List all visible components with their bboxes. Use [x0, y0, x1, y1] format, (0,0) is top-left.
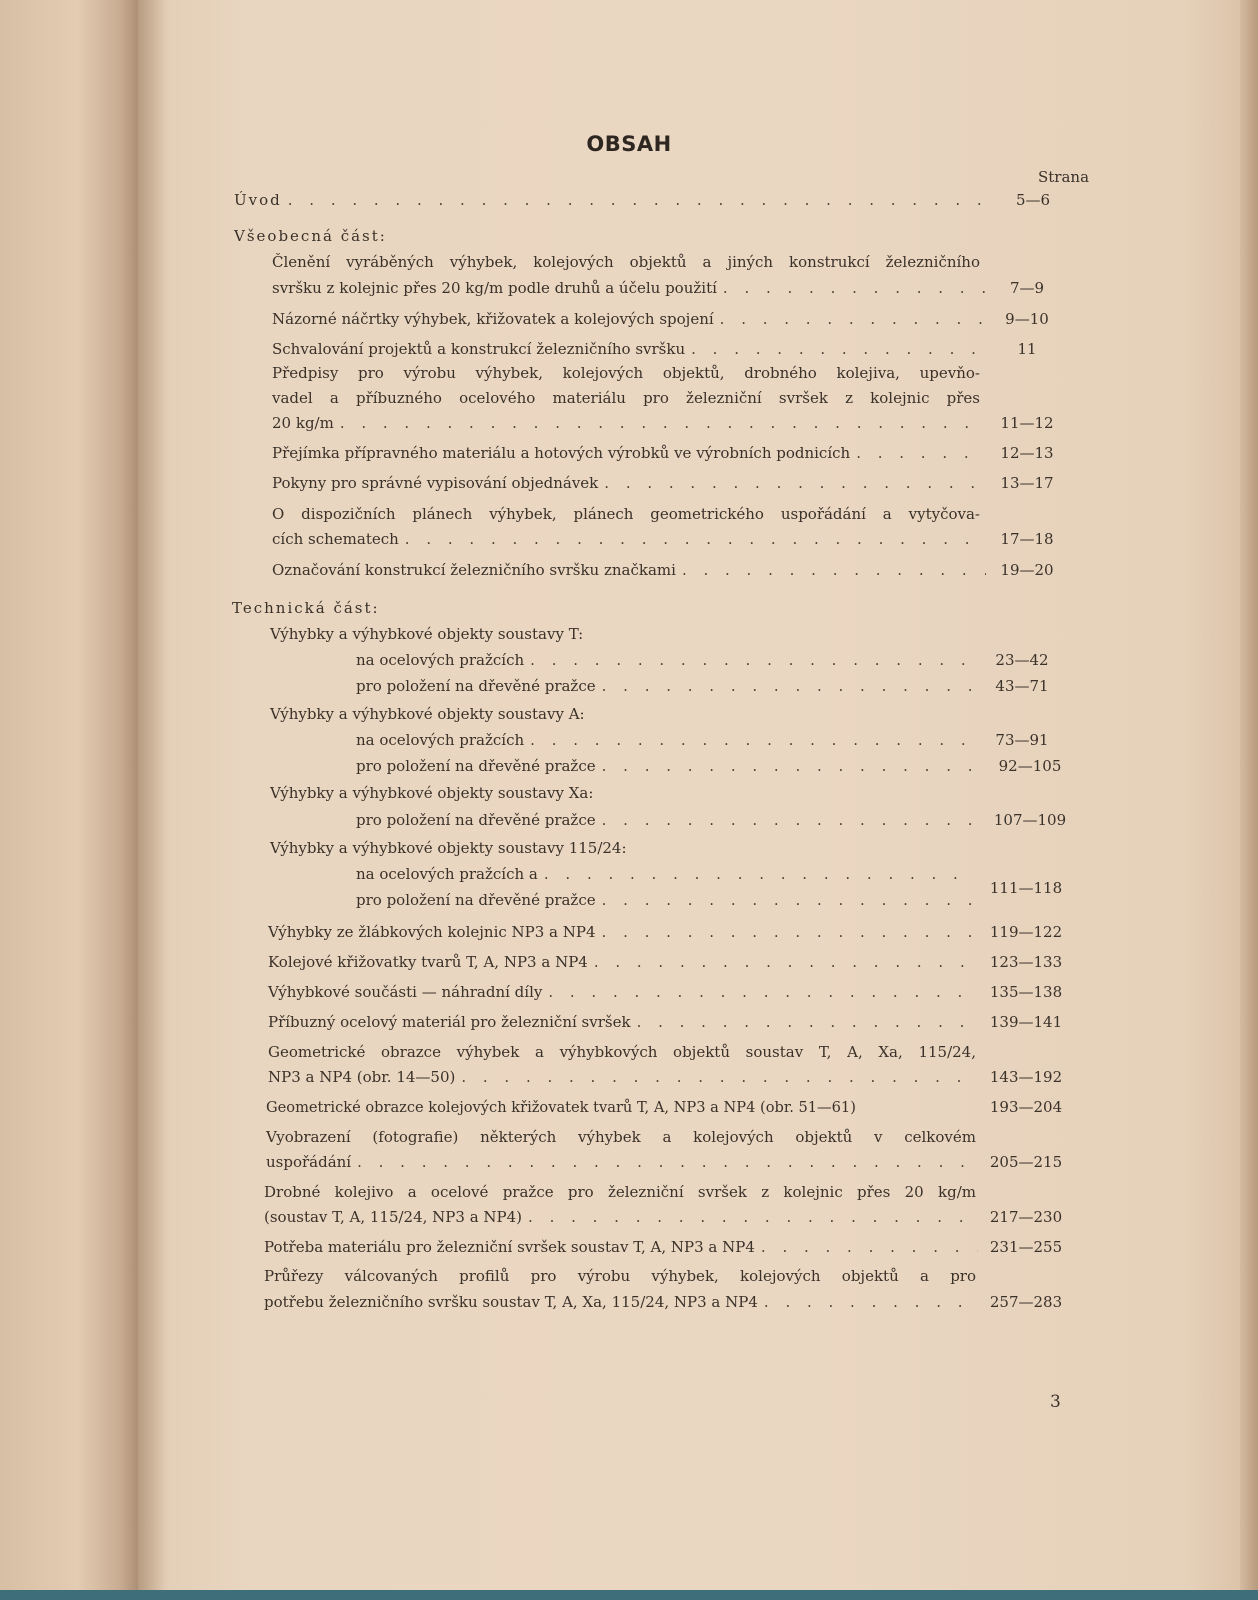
- toc-entry-label: Označování konstrukcí železničního svršku značkami: [272, 561, 676, 579]
- leader-dots: [405, 527, 986, 552]
- toc-entry: [272, 411, 1062, 436]
- leader-dots: [723, 276, 986, 301]
- toc-entry-pages: 193—204: [989, 1098, 1063, 1116]
- toc-entry-pages: 5—6: [1015, 191, 1051, 209]
- toc-entry-pages: 217—230: [989, 1208, 1063, 1226]
- toc-entry-label: Přejímka přípravného materiálu a hotových výrobků ve výrobních podnicích: [272, 444, 851, 462]
- toc-entry-label: Názorné náčrtky výhybek, křižovatek a kolejových spojení: [272, 310, 714, 328]
- toc-entry-line: Drobné kolejivo a ocelové pražce pro železniční svršek z kolejnic přes 20 kg/m: [264, 1183, 976, 1201]
- toc-entry: [356, 808, 1072, 833]
- toc-entry-pages: 19—20: [1000, 561, 1054, 579]
- toc-group-label: Výhybky a výhybkové objekty soustavy 115/24:: [270, 839, 627, 857]
- toc-entry-label: pro položení na dřevěné pražce: [356, 677, 596, 695]
- toc-entry-label: uspořádání: [266, 1153, 352, 1171]
- toc-entry-line: Členění vyráběných výhybek, kolejových objektů a jiných konstrukcí železničního: [272, 253, 980, 271]
- toc-entry-pages: 205—215: [989, 1153, 1063, 1171]
- toc-entry: [272, 307, 1062, 332]
- toc-entry: [272, 276, 1062, 301]
- toc-entry-label: potřebu železničního svršku soustav T, A, Xa, 115/24, NP3 a NP4: [264, 1293, 758, 1311]
- leader-dots: [602, 888, 974, 913]
- toc-entry-label: NP3 a NP4 (obr. 14—50): [268, 1068, 456, 1086]
- toc-entry-label: na ocelových pražcích a: [356, 865, 538, 883]
- leader-dots: [530, 648, 978, 673]
- section-heading: Technická část:: [232, 599, 380, 617]
- toc-entry-pages: 7—9: [1009, 279, 1045, 297]
- toc-entry-line: Průřezy válcovaných profilů pro výrobu výhybek, kolejových objektů a pro: [264, 1267, 976, 1285]
- leader-dots: [602, 674, 978, 699]
- toc-entry-label: pro položení na dřevěné pražce: [356, 891, 596, 909]
- toc-entry-pages: 139—141: [989, 1013, 1063, 1031]
- toc-entry-label: Úvod: [234, 191, 282, 209]
- section-heading: Všeobecná část:: [234, 227, 387, 245]
- toc-entry-line: vadel a příbuzného ocelového materiálu pro železniční svršek z kolejnic přes: [272, 389, 980, 407]
- toc-entry: [272, 441, 1062, 466]
- leader-dots: [357, 1150, 978, 1175]
- leader-dots: [288, 188, 992, 213]
- toc-entry-pages: 119—122: [989, 923, 1063, 941]
- gutter-shadow: [138, 0, 166, 1600]
- leader-dots: [602, 920, 978, 945]
- leader-dots: [761, 1235, 978, 1260]
- toc-entry-pages: 143—192: [989, 1068, 1063, 1086]
- toc-entry-pages: 11: [1017, 340, 1037, 358]
- toc-entry-pages: 107—109: [993, 811, 1067, 829]
- toc-entry-label: pro položení na dřevěné pražce: [356, 757, 596, 775]
- toc-entry-pages: 111—118: [989, 879, 1063, 897]
- leader-dots: [602, 754, 982, 779]
- toc-entry: [356, 728, 1060, 753]
- leader-dots: [461, 1065, 978, 1090]
- toc-entry-pages: 231—255: [989, 1238, 1063, 1256]
- toc-entry-label: Výhybkové součásti — náhradní díly: [268, 983, 543, 1001]
- leader-dots: [544, 862, 974, 887]
- toc-entry-label: Potřeba materiálu pro železniční svršek soustav T, A, NP3 a NP4: [264, 1238, 755, 1256]
- toc-entry-label: svršku z kolejnic přes 20 kg/m podle druhů a účelu použití: [272, 279, 717, 297]
- toc-entry: [356, 648, 1060, 673]
- leader-dots: [548, 980, 978, 1005]
- toc-entry-pages: 13—17: [1000, 474, 1054, 492]
- toc-entry-label: na ocelových pražcích: [356, 731, 525, 749]
- toc-entry-pages: 23—42: [995, 651, 1049, 669]
- toc-entry-label: Kolejové křižovatky tvarů T, A, NP3 a NP4: [268, 953, 588, 971]
- toc-entry-label: Příbuzný ocelový materiál pro železniční svršek: [268, 1013, 631, 1031]
- page-number: 3: [1050, 1392, 1061, 1412]
- toc-entry-label: Geometrické obrazce kolejových křižovatek tvarů T, A, NP3 a NP4 (obr. 51—61): [266, 1099, 856, 1116]
- leader-dots: [637, 1010, 978, 1035]
- toc-entry-pages: 123—133: [989, 953, 1063, 971]
- toc-entry: [264, 1235, 1068, 1260]
- toc-entry-line: Vyobrazení (fotografie) některých výhybek a kolejových objektů v celkovém: [266, 1128, 976, 1146]
- toc-group-label: Výhybky a výhybkové objekty soustavy T:: [270, 625, 584, 643]
- toc-entry-label: 20 kg/m: [272, 414, 334, 432]
- toc-group-label: Výhybky a výhybkové objekty soustavy A:: [270, 705, 585, 723]
- toc-entry-label: cích schematech: [272, 530, 399, 548]
- toc-entry: [356, 862, 980, 887]
- toc-entry-pages: 12—13: [1000, 444, 1054, 462]
- toc-entry: [272, 471, 1062, 496]
- toc-entry: [268, 1065, 1068, 1090]
- toc-entry: [272, 337, 1062, 362]
- page-edge: [1240, 0, 1258, 1600]
- toc-entry: [268, 1010, 1068, 1035]
- leader-dots: [528, 1205, 978, 1230]
- toc-entry-label: Schvalování projektů a konstrukcí železničního svršku: [272, 340, 686, 358]
- toc-entry-pages: 135—138: [989, 983, 1063, 1001]
- leader-dots: [530, 728, 978, 753]
- leader-dots: [764, 1290, 978, 1315]
- leader-dots: [604, 471, 986, 496]
- background-strip: [0, 1590, 1258, 1600]
- toc-entry-label: pro položení na dřevěné pražce: [356, 811, 596, 829]
- leader-dots: [602, 808, 982, 833]
- toc-entry-pages: 43—71: [995, 677, 1049, 695]
- toc-entry-label: na ocelových pražcích: [356, 651, 525, 669]
- toc-entry: [356, 888, 980, 913]
- toc-entry: [356, 754, 1072, 779]
- toc-entry-pages: 17—18: [1000, 530, 1054, 548]
- toc-entry: [268, 920, 1068, 945]
- toc-entry: [268, 980, 1068, 1005]
- toc-entry: [272, 558, 1062, 583]
- leader-dots: [594, 950, 978, 975]
- toc-entry: [234, 188, 1068, 213]
- toc-entry-line: O dispozičních plánech výhybek, plánech geometrického uspořádání a vytyčova-: [272, 505, 980, 523]
- leader-dots: [691, 337, 986, 362]
- toc-entry-pages: 9—10: [1005, 310, 1049, 328]
- toc-entry: [356, 674, 1060, 699]
- toc-entry-label: Pokyny pro správné vypisování objednávek: [272, 474, 599, 492]
- toc-entry: [268, 950, 1068, 975]
- toc-entry-pages: 257—283: [989, 1293, 1063, 1311]
- book-spine: [0, 0, 140, 1600]
- toc-entry: [266, 1095, 1068, 1120]
- toc-entry-pages: 73—91: [995, 731, 1049, 749]
- toc-entry: [264, 1205, 1068, 1230]
- leader-dots: [340, 411, 986, 436]
- toc-entry-line: Předpisy pro výrobu výhybek, kolejových objektů, drobného kolejiva, upevňo-: [272, 364, 980, 382]
- page-column-header: Strana: [1038, 168, 1090, 186]
- leader-dots: [720, 307, 986, 332]
- toc-entry: [264, 1290, 1068, 1315]
- toc-entry-pages: 92—105: [998, 757, 1062, 775]
- toc-entry-label: Výhybky ze žlábkových kolejnic NP3 a NP4: [268, 923, 596, 941]
- toc-entry-label: (soustav T, A, 115/24, NP3 a NP4): [264, 1208, 523, 1226]
- toc-entry: [266, 1150, 1068, 1175]
- toc-group-label: Výhybky a výhybkové objekty soustavy Xa:: [270, 784, 594, 802]
- toc-entry-line: Geometrické obrazce výhybek a výhybkových objektů soustav T, A, Xa, 115/24,: [268, 1043, 976, 1061]
- leader-dots: [856, 441, 986, 466]
- toc-entry: [272, 527, 1062, 552]
- page-title: OBSAH: [586, 132, 672, 156]
- leader-dots: [682, 558, 986, 583]
- toc-entry-pages: 11—12: [1000, 414, 1054, 432]
